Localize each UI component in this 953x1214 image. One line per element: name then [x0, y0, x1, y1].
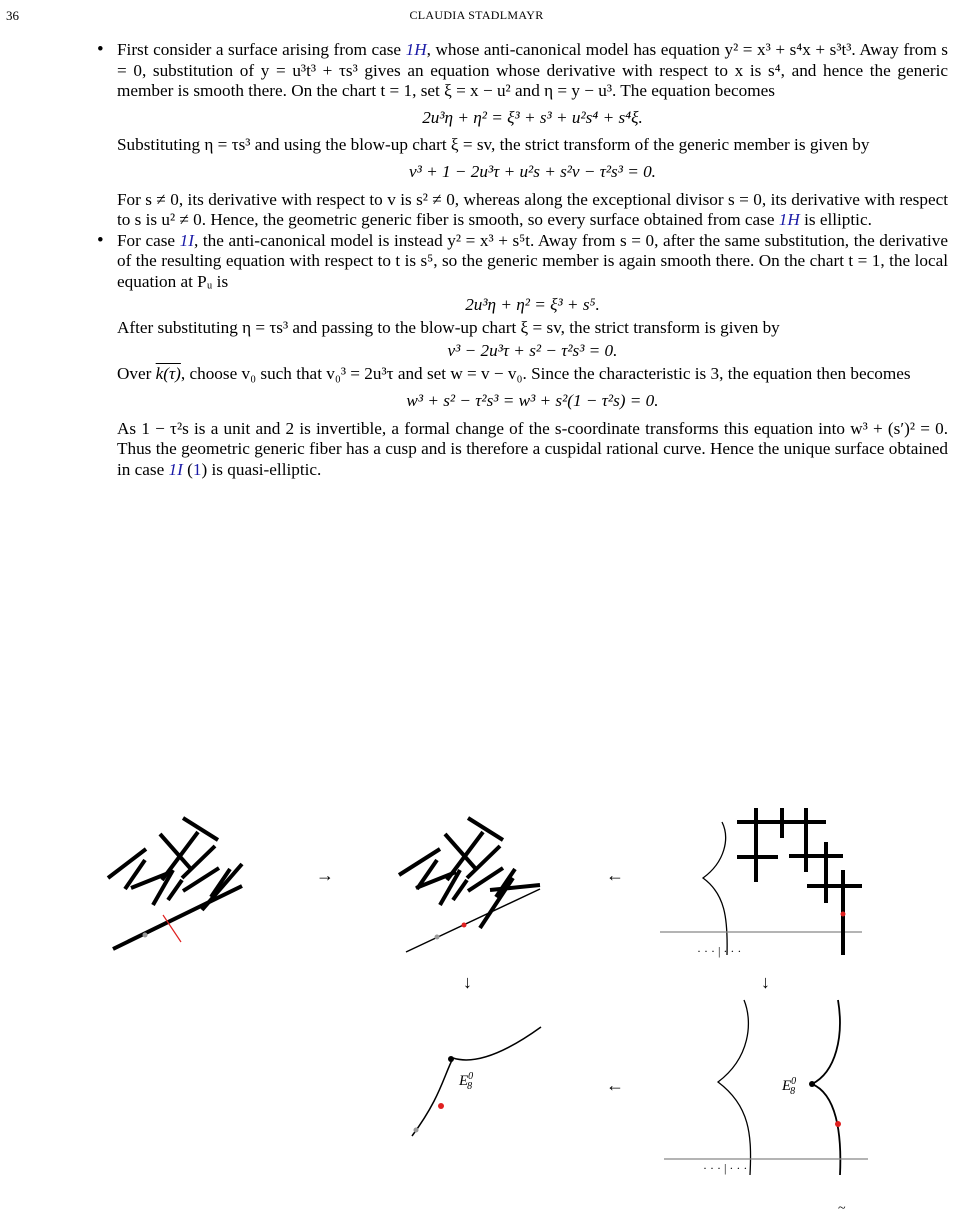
cuspidal-curve — [412, 1027, 541, 1136]
component-line — [168, 880, 182, 900]
arrow-right: → — [316, 865, 334, 885]
text: , choose v₀ such that v₀³ = 2u³τ and set w = v − v₀. Since the characteristic is 3, the equation then becomes — [180, 364, 911, 384]
red-point — [841, 912, 846, 917]
thin-curve — [718, 1000, 751, 1175]
gray-point — [435, 935, 440, 940]
text: , whose anti-canonical model has equation y² = x³ + s⁴x + s³t³. Away from s = 0, substitution of y = u³t³ + τs³ gives an equation whose derivative with respect to x is s⁴, and hence the generic member is smooth there. On the chart t = 1, set ξ = x − u² and η = y − u³. The equation becomes — [117, 40, 948, 101]
equation: 2u³η + η² = ξ³ + s³ + u²s⁴ + s⁴ξ. — [422, 107, 643, 127]
equation: 2u³η + η² = ξ³ + s⁵. — [465, 294, 600, 314]
text: ) is quasi-elliptic. — [201, 459, 322, 479]
text: is elliptic. — [799, 210, 872, 230]
text: As 1 − τ²s is a unit and 2 is invertible, a formal change of the s-coordinate transforms this equation into w³ + (s′)² = 0. Thus the geometric generic fiber has a cusp and is therefore a cuspidal rational curve. Hence the unique surface obtained in case — [117, 418, 948, 479]
text: For s ≠ 0, its derivative with respect to v is s² ≠ 0, whereas along the exceptional divisor s = 0, its derivative with respect to s is u² ≠ 0. Hence, the geometric generic fiber is smooth, so every surface obtained from case — [117, 189, 948, 230]
dots-label: · · · | · · · — [703, 1161, 748, 1175]
running-head: CLAUDIA STADLMAYR — [409, 8, 544, 22]
component-line — [183, 818, 218, 840]
case-link-1I[interactable]: 1I — [179, 230, 194, 250]
component-line — [490, 885, 540, 890]
arrow-down: ↓ — [463, 972, 472, 992]
component-line — [480, 878, 513, 928]
case-link-1H[interactable]: 1H — [405, 40, 427, 59]
thin-curve — [703, 822, 727, 955]
equation: v³ + 1 − 2u³τ + u²s + s²v − τ²s³ = 0. — [409, 161, 656, 181]
E8-label: $E^0$ 8 — [782, 1076, 797, 1097]
panel-top-right — [660, 808, 862, 958]
panel-top-left — [108, 818, 242, 949]
panel-bottom-right — [664, 1000, 868, 1175]
thin-curve — [406, 889, 540, 952]
red-point — [462, 923, 467, 928]
page-number: 36 — [6, 8, 19, 23]
panel-bottom-middle — [412, 1027, 541, 1136]
arrow-down: ↓ — [761, 972, 770, 992]
algebraic-closure: k(τ) — [155, 364, 181, 384]
cusp-point — [448, 1056, 454, 1062]
component-line — [468, 818, 503, 840]
component-line — [113, 886, 242, 949]
equation: w³ + s² − τ²s³ = w³ + s²(1 − τ²s) = 0. — [406, 390, 659, 410]
red-point — [438, 1103, 444, 1109]
citation-link[interactable]: 1 — [192, 459, 202, 479]
arrow-left: ← — [606, 1075, 624, 1095]
component-tree — [737, 808, 862, 955]
component-line — [453, 880, 467, 900]
red-point — [835, 1121, 841, 1127]
text: , the anti-canonical model is instead y² = x³ + s⁵t. Away from s = 0, after the same substitution, the derivative of the resulting equation with respect to t is s⁵, so the generic member is again smooth there. On the chart t = 1, the local equation at Pᵤ is — [117, 230, 948, 291]
paragraph: Substituting η = τs³ and using the blow-up chart ξ = sv, the strict transform of the generic member is given by — [117, 135, 870, 155]
case-link-1H[interactable]: 1H — [778, 210, 800, 230]
equation: v³ − 2u³τ + s² − τ²s³ = 0. — [447, 340, 618, 360]
gray-point — [414, 1128, 419, 1133]
case-link-1I[interactable]: 1I — [168, 459, 183, 479]
cusp-point — [809, 1081, 815, 1087]
paragraph: After substituting η = τs³ and passing to the blow-up chart ξ = sv, the strict transform is given by — [117, 318, 780, 338]
arrow-left: ← — [606, 865, 624, 885]
text: First consider a surface arising from case — [117, 40, 406, 59]
panel-top-middle — [399, 818, 540, 928]
text: ( — [182, 459, 193, 479]
dots-label: · · · | · · · — [697, 944, 742, 958]
gray-point — [143, 933, 148, 938]
cuspidal-curve — [812, 1000, 840, 1175]
tilde-mark: ~ — [838, 1201, 846, 1214]
text: Over — [117, 364, 156, 384]
text: For case — [117, 230, 180, 250]
E8-label: $E^0$ 8 — [459, 1071, 474, 1092]
